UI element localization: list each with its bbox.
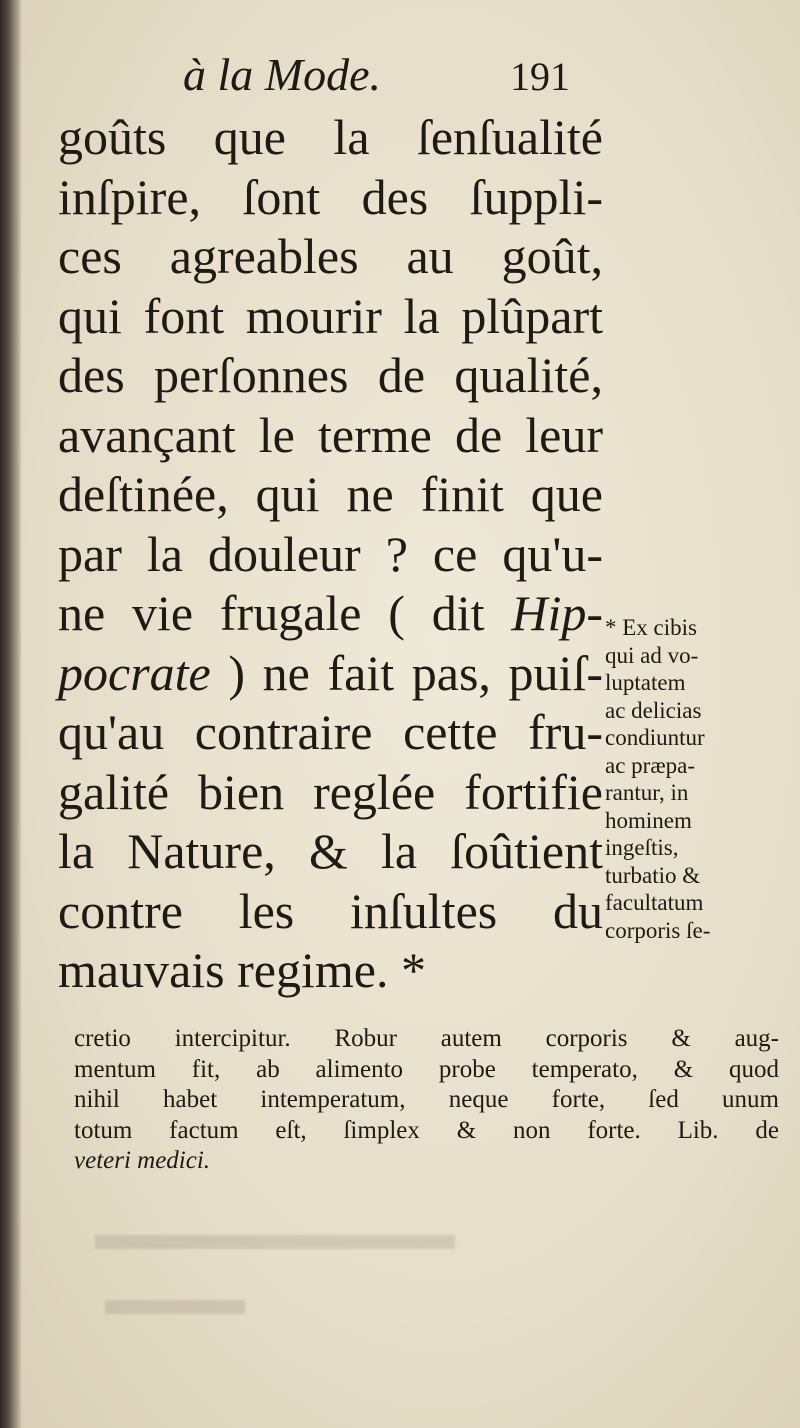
show-through-ink	[95, 1205, 515, 1345]
italic-name: pocrate	[58, 644, 211, 701]
note-line: ac præpa-	[605, 752, 696, 778]
footnote-line: nihil habet intemperatum, neque forte, ſed unum	[74, 1086, 779, 1113]
running-head: à la Mode.	[183, 49, 382, 100]
text-line: goûts que la ſenſualité	[58, 109, 603, 165]
book-gutter	[0, 0, 22, 1428]
note-line: condiuntur	[605, 725, 705, 750]
text-line: contre les inſultes du	[58, 882, 603, 939]
note-line: facultatum	[605, 890, 704, 915]
text-line: avançant le terme de leur	[58, 406, 603, 463]
text-line: galité bien reglée fortifie	[58, 763, 603, 820]
text-line	[58, 584, 603, 644]
note-line: luptatem	[605, 670, 686, 695]
text-line: des perſonnes de qualité,	[58, 347, 603, 403]
text-line	[58, 644, 603, 704]
footnote	[74, 1024, 779, 1177]
text-line: qu'au contraire cette fru-	[58, 704, 603, 760]
note-line: corporis ſe-	[605, 917, 711, 943]
text-line: qui font mourir la plûpart	[58, 287, 603, 344]
note-line: ac delicias	[605, 697, 702, 723]
text-line: par la douleur ? ce qu'u-	[58, 525, 603, 582]
italic-name: Hip-	[511, 585, 603, 641]
page-header	[0, 48, 600, 108]
text-line: mauvais regime. *	[58, 942, 426, 998]
footnote-line: mentum fit, ab alimento probe temperato, & quod	[74, 1055, 779, 1083]
note-line: qui ad vo-	[605, 642, 699, 668]
text-line: ces agreables au goût,	[58, 228, 603, 284]
footnote-line: totum factum eſt, ſimplex & non forte. Lib. de	[74, 1116, 779, 1144]
note-line: ingeſtis,	[605, 835, 679, 860]
marginal-note	[605, 614, 775, 944]
main-text	[58, 108, 603, 1001]
note-line: * Ex cibis	[605, 615, 697, 640]
text-segment: ne vie frugale ( dit	[58, 585, 512, 641]
text-line: deſtinée, qui ne finit que	[58, 466, 603, 522]
footnote-line: cretio intercipitur. Robur autem corporis & aug-	[74, 1025, 779, 1052]
text-segment: ) ne fait pas, puiſ-	[210, 644, 603, 701]
note-line: hominem	[605, 807, 692, 833]
note-line: rantur, in	[605, 780, 689, 805]
note-line: turbatio &	[605, 862, 701, 888]
footnote-line: veteri medici.	[74, 1147, 211, 1174]
page-number: 191	[510, 54, 570, 99]
text-line: la Nature, & la ſoûtient	[58, 823, 603, 879]
text-line: inſpire, ſont des ſuppli-	[58, 168, 603, 225]
